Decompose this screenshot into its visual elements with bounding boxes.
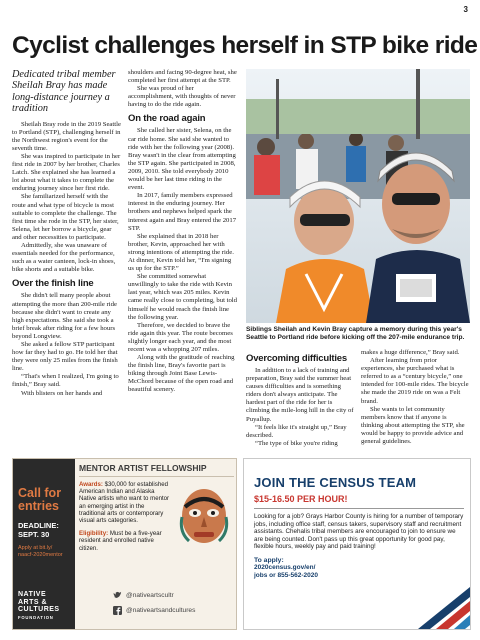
census-apply-url[interactable]: 2020census.gov/en/ <box>254 563 316 571</box>
census-stripes-graphic <box>410 579 470 629</box>
headline: Cyclist challenges herself in STP bike ride <box>12 32 478 59</box>
paragraph: “It feels like it's straight up,” Bray described. <box>246 423 347 439</box>
fellowship-title: MENTOR ARTIST FELLOWSHIP <box>79 463 207 473</box>
cyclists-photo <box>246 69 470 323</box>
deadline-date: SEPT. 30 <box>18 530 50 539</box>
paragraph: Admittedly, she was unaware of essentials needed for the performance, such as a water canteen, lock-in shoes, bike shorts and a suitable bike. <box>12 242 116 274</box>
facebook-link[interactable] <box>113 606 237 615</box>
paragraph: She was inspired to participate in her first ride in 2007 by her brother, Charles Latch. She explained she has learned a lot about what it takes to complete the enduring journey since her first ride. <box>12 153 121 193</box>
apply-line-2: naacf-2020mentor <box>18 552 63 558</box>
awards-body: $30,000 for established American Indian and Alaska Native artists who want to mentor an emerging artist in the traditional arts or contemporary visual arts categories. <box>79 481 170 525</box>
fellowship-ad-sidebar <box>13 459 75 629</box>
paragraph: With blisters on her hands and <box>21 389 103 397</box>
facebook-icon <box>113 606 122 615</box>
article-column-2 <box>128 69 238 395</box>
eligibility-body: Must be a five-year resident and enrolled native citizen. <box>79 530 162 552</box>
call-line-1: Call for <box>18 486 62 500</box>
paragraph: shoulders and facing 90-degree heat, she completed her first attempt at the STP. <box>128 69 237 85</box>
logo-line-3: CULTURES <box>18 606 60 613</box>
paragraph: She asked a fellow STP participant how far they had to go. He told her that they were only 25 miles from the finish line. <box>12 340 118 373</box>
paragraph: She explained that in 2018 her brother, Kevin, approached her with strong intentions of attempting the ride. At dinner, Kevin told her, “I'm signing us up for the STP.” <box>128 232 234 273</box>
page-number: 3 <box>463 5 468 14</box>
fellowship-ad <box>12 458 237 630</box>
census-pay: $15-16.50 PER HOUR! <box>254 494 348 504</box>
divider <box>79 476 234 477</box>
census-ad-content <box>254 475 464 580</box>
logo-line-1: NATIVE <box>18 591 47 598</box>
article-column-1 <box>12 69 122 398</box>
call-for-entries <box>18 487 70 513</box>
paragraph: Sheilah Bray rode in the 2019 Seattle to Portland (STP), challenging herself in the Northwest region's event for the seventh time. <box>12 120 121 152</box>
eligibility-label: Eligibility: <box>79 530 109 538</box>
deadline-label: DEADLINE: <box>18 521 59 530</box>
article-column-3 <box>246 349 355 448</box>
deadline <box>18 521 70 539</box>
paragraph: In 2017, family members expressed interest in the enduring journey. Her brothers and nephews helped spark the interest again and Bray entered the 2017 STP. <box>128 192 237 232</box>
paragraph: “The type of bike you're riding <box>255 439 338 447</box>
deck: Dedicated tribal member Sheilah Bray has made long-distance journey a tradition <box>12 69 116 115</box>
twitter-link[interactable] <box>113 591 237 600</box>
apply-link[interactable] <box>18 545 70 559</box>
logo-line-4: FOUNDATION <box>18 614 54 620</box>
call-line-2: entries <box>18 499 59 513</box>
subhead-road-again: On the road again <box>128 113 206 125</box>
census-apply-phone[interactable]: jobs or 855-562-2020 <box>254 571 318 579</box>
paragraph: Along with the gratitude of reaching the finish line, Bray's favorite part is biking through Joint Base Lewis-McChord because of the open road and beautiful scenery. <box>128 354 235 394</box>
paragraph: makes a huge difference,” Bray said. <box>361 349 460 356</box>
carved-mask-image <box>179 487 229 545</box>
twitter-handle: @nativeartscultr <box>126 592 174 599</box>
native-arts-logo <box>18 591 60 621</box>
census-apply-label: To apply: <box>254 556 284 564</box>
paragraph: She wants to let community members know that if anyone is thinking about attempting the STP, she would be happy to provide advice and general guidelines. <box>361 405 465 446</box>
census-ad <box>243 458 471 630</box>
photo-illustration <box>246 69 470 323</box>
article-column-4 <box>361 349 470 446</box>
subhead-finish-line: Over the finish line <box>12 278 94 290</box>
social-links <box>113 591 237 621</box>
paragraph: In addition to a lack of training and preparation, Bray said the summer heat causes difficulties and is something riders don't always anticipate. The hardest part of the ride for her is climbing the mile-long hill in the city of Puyallup. <box>246 367 354 423</box>
paragraph: She familiarized herself with the route and what type of bicycle is most suitable to complete the challenge. The first time she rode in the STP, her sister, Selena, let her borrow a bicycle, gear and other necessities to participate. <box>12 193 119 241</box>
paragraph: She committed somewhat unwillingly to take the ride with Kevin last year, which was 205 miles. Kevin came really close to completing, but told himself he would reach the finish line the following year. <box>128 273 238 321</box>
paragraph: She called her sister, Selena, on the car ride home. She said she wanted to ride with her the following year (2008). Bray wasn't in the clear from attempting the STP again. She participated in 2008, 2009, 2010. She told everybody 2010 would be her last time riding in the event. <box>128 127 236 192</box>
logo-line-2: ARTS & <box>18 598 48 606</box>
paragraph: She was proud of her accomplishment, with thoughts of never having to do the ride again. <box>128 85 236 109</box>
fellowship-ad-main <box>79 463 234 614</box>
eligibility-text <box>79 530 171 552</box>
awards-text <box>79 481 171 524</box>
twitter-icon <box>113 591 122 600</box>
census-title: JOIN THE CENSUS TEAM <box>254 475 417 490</box>
subhead-difficulties: Overcoming difficulties <box>246 353 347 364</box>
paragraph: Therefore, we decided to brave the ride again this year. The route becomes slightly longer each year, and the most recent was a whopping 207 miles. <box>128 321 233 353</box>
census-body: Looking for a job? Grays Harbor County is hiring for a number of temporary jobs, including office staff, census takers, supervisory staff and recruitment assistants. Chehalis tribal members are encouraged to join to ensure we are being counted. Don't pass up this great opportunity for good pay, flexible hours, weekly pay and paid training! <box>254 513 464 551</box>
divider <box>254 508 464 509</box>
paragraph: “That's when I realized, I'm going to finish,” Bray said. <box>12 373 119 389</box>
facebook-handle: @nativeartsandcultures <box>126 607 196 614</box>
paragraph: She didn't tell many people about attempting the more than 200-mile ride because she didn't want to create any high expectations. She said she took a brief break after riding for a few hours beyond Longview. <box>12 292 117 340</box>
paragraph: After learning from prior experiences, she purchased what is referred to as a “century bicycle,” one intended for 100-mile rides. The bicycle she made the 2019 ride on was a Felt brand. <box>361 357 469 405</box>
photo-caption: Siblings Sheilah and Kevin Bray capture a memory during this year's Seattle to Portland ride before kicking off the 207-mile endurance trip. <box>246 326 465 341</box>
awards-label: Awards: <box>79 481 103 488</box>
apply-line-1: Apply at bit.ly/ <box>18 545 53 551</box>
